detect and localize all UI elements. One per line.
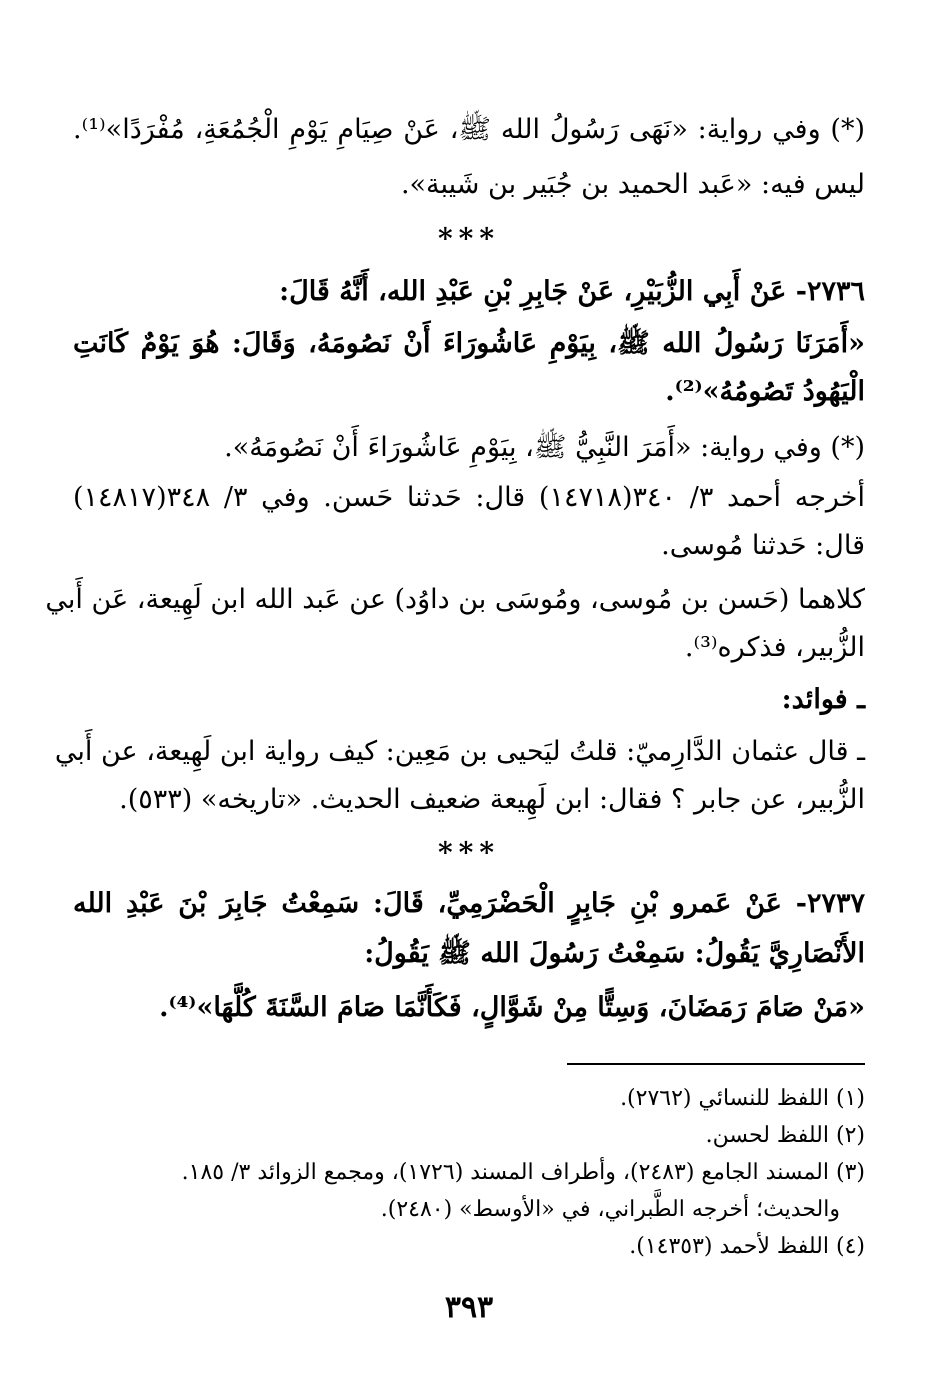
hadith-2736-text-line-1: «أَمَرَنَا رَسُولُ الله ﷺ، بِيَوْمِ عَاشُورَاءَ أَنْ نَصُومَهُ، وَقَالَ: هُوَ يَوْمٌ كَانَتِ bbox=[73, 328, 865, 359]
takhrij-line-2: قال: حَدثنا مُوسى. bbox=[661, 530, 865, 561]
isnad-line-1: كلاهما (حَسن بن مُوسى، ومُوسَى بن داوُد) عن عَبد الله ابن لَهِيعة، عَن أَبي bbox=[45, 584, 865, 615]
fawaid-line-1: ـ قال عثمان الدَّارِميّ: قلتُ ليَحيى بن مَعِين: كيف رواية ابن لَهِيعة، عن أَبي bbox=[54, 736, 865, 767]
hadith-2736-text-line-2: الْيَهُودُ تَصُومُهُ»⁽²⁾. bbox=[665, 376, 865, 407]
fawaid-line-2: الزُّبير، عن جابر ؟ فقال: ابن لَهِيعة ضعيف الحديث. «تاريخه» (٥٣٣). bbox=[119, 784, 865, 815]
footnote-3-continuation: والحديث؛ أخرجه الطَّبراني، في «الأوسط» (٢٤٨٠). bbox=[380, 1197, 840, 1222]
section-separator-1: *** bbox=[438, 222, 500, 255]
hadith-2736-heading: ٢٧٣٦- عَنْ أَبِي الزُّبَيْرِ، عَنْ جَابِرِ بْنِ عَبْدِ الله، أَنَّهُ قَالَ: bbox=[279, 276, 865, 307]
footnote-3: (٣) المسند الجامع (٢٤٨٣)، وأطراف المسند (١٧٢٦)، ومجمع الزوائد ٣/ ١٨٥. bbox=[181, 1160, 865, 1185]
hadith-2737-heading-line-2: الأَنْصَارِيَّ يَقُولُ: سَمِعْتُ رَسُولَ الله ﷺ يَقُولُ: bbox=[364, 938, 865, 969]
isnad-line-2: الزُّبير، فذكره⁽³⁾. bbox=[684, 632, 865, 663]
hadith-2737-text: «مَنْ صَامَ رَمَضَانَ، وَسِتًّا مِنْ شَوَّالٍ، فَكَأَنَّمَا صَامَ السَّنَةَ كُلَّهَا»⁽⁴⁾. bbox=[159, 992, 865, 1023]
section-separator-2: *** bbox=[438, 836, 500, 869]
takhrij-line-1: أخرجه أحمد ٣/ ٣٤٠(١٤٧١٨) قال: حَدثنا حَسن. وفي ٣/ ٣٤٨(١٤٨١٧) bbox=[73, 482, 865, 513]
hadith-2736-variant: (*) وفي رواية: «أَمَرَ النَّبِيُّ ﷺ، بِيَوْمِ عَاشُورَاءَ أَنْ نَصُومَهُ». bbox=[224, 432, 865, 463]
footnote-4: (٤) اللفظ لأحمد (١٤٣٥٣). bbox=[629, 1234, 865, 1259]
body-line-1: (*) وفي رواية: «نَهَى رَسُولُ الله ﷺ، عَنْ صِيَامِ يَوْمِ الْجُمُعَةِ، مُفْرَدًا»⁽¹⁾. bbox=[73, 114, 865, 145]
body-line-2: ليس فيه: «عَبد الحميد بن جُبَير بن شَيبة». bbox=[400, 169, 865, 200]
footnote-divider bbox=[567, 1063, 865, 1065]
footnote-1: (١) اللفظ للنسائي (٢٧٦٢). bbox=[620, 1086, 865, 1111]
page-number: ٣٩٣ bbox=[444, 1290, 494, 1325]
hadith-2737-heading-line-1: ٢٧٣٧- عَنْ عَمرو بْنِ جَابِرٍ الْحَضْرَمِيِّ، قَالَ: سَمِعْتُ جَابِرَ بْنَ عَبْدِ الله bbox=[73, 888, 865, 919]
footnote-2: (٢) اللفظ لحسن. bbox=[705, 1123, 865, 1148]
fawaid-heading: ـ فوائد: bbox=[781, 684, 865, 715]
